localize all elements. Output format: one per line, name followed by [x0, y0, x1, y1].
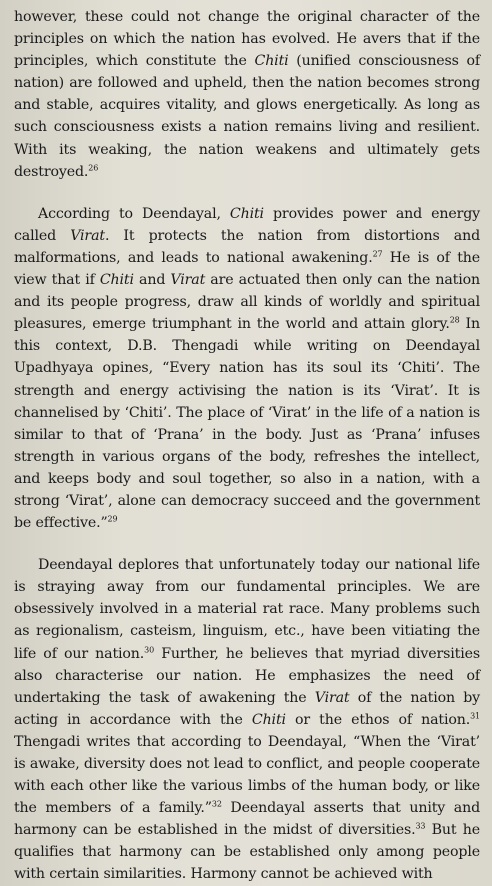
text-run: (unified consciousness of nation) are followed and upheld, then the nation becomes strong and stable, acquires vitality, and glows energetically. As long as such consciousness exists a nation remains living and resilient. With its weaking, the nation weakens and ultimately gets destroyed. — [14, 53, 480, 180]
italic-term: Chiti — [229, 205, 264, 222]
footnote-marker: 30 — [144, 644, 155, 654]
footnote-marker: 31 — [470, 711, 480, 721]
text-run: In this context, D.B. Thengadi while writing on Deendayal Upadhyaya opines, “Every nation has its soul its ‘Chiti’. The strength and energy activising the nation is its ‘Virat’. It is channelised by ‘Chiti’. The place of ‘Virat’ in the life of a nation is similar to that of ‘Prana’ in the body. Just as ‘Prana’ infuses strength in various organs of the body, refreshes the intellect, and keeps body and soul together, so also in a nation, with a strong ‘Virat’, alone can democracy succeed and the government be effective.” — [14, 316, 480, 532]
footnote-marker: 33 — [415, 821, 426, 831]
italic-term: Chiti — [251, 711, 286, 728]
text-run: Deendayal asserts that unity and harmony can be established in the midst of diversities. — [14, 800, 481, 839]
text-run: Further, he believes that myriad diversities also characterise our nation. He emphasizes the need of undertaking the task of awakening the — [14, 645, 480, 706]
text-run: According to Deendayal, — [38, 205, 230, 222]
text-run: or the ethos of nation. — [285, 711, 471, 728]
italic-term: Virat — [170, 272, 206, 289]
text-run: are actuated then only can the nation and its people progress, draw all kinds of worldly and spiritual pleasures, emerge triumphant in the world and attain glory. — [14, 272, 480, 333]
paragraph-chiti-virat — [14, 203, 480, 534]
text-run: of the nation by acting in accordance with the — [14, 689, 480, 728]
italic-term: Chiti — [99, 272, 134, 289]
footnote-marker: 32 — [211, 799, 222, 809]
text-run: however, these could not change the original character of the principles on which the nation has evolved. He avers that if the principles, which constitute the — [14, 9, 480, 70]
footnote-marker: 28 — [449, 315, 460, 325]
paragraph-continued — [14, 6, 480, 183]
text-run: But he qualifies that harmony can be established only among people with certain similarities. Harmony cannot be achieved with — [14, 822, 480, 883]
footnote-marker: 29 — [107, 514, 118, 524]
text-run: provides power and energy called — [14, 205, 481, 244]
text-run: Thengadi writes that according to Deendayal, “When the ‘Virat’ is awake, diversity does not lead to conflict, and people cooperate with each other like the various limbs of the human body, or like the members of a family.” — [14, 733, 480, 817]
italic-term: Chiti — [254, 53, 289, 70]
footnote-marker: 26 — [88, 162, 99, 172]
italic-term: Virat — [314, 689, 350, 706]
text-run: and — [133, 272, 171, 289]
text-run: . It protects the nation from distortions and malformations, and leads to national awakening. — [14, 227, 480, 266]
footnote-marker: 27 — [372, 249, 383, 259]
text-run: Deendayal deplores that unfortunately today our national life is straying away from our fundamental principles. We are obsessively involved in a material rat race. Many problems such as regionalism, casteism, linguism, etc., have been vitiating the life of our nation. — [14, 557, 480, 662]
text-run: He is of the view that if — [14, 249, 480, 289]
italic-term: Virat — [70, 227, 105, 244]
paragraph-national-life — [14, 554, 480, 885]
